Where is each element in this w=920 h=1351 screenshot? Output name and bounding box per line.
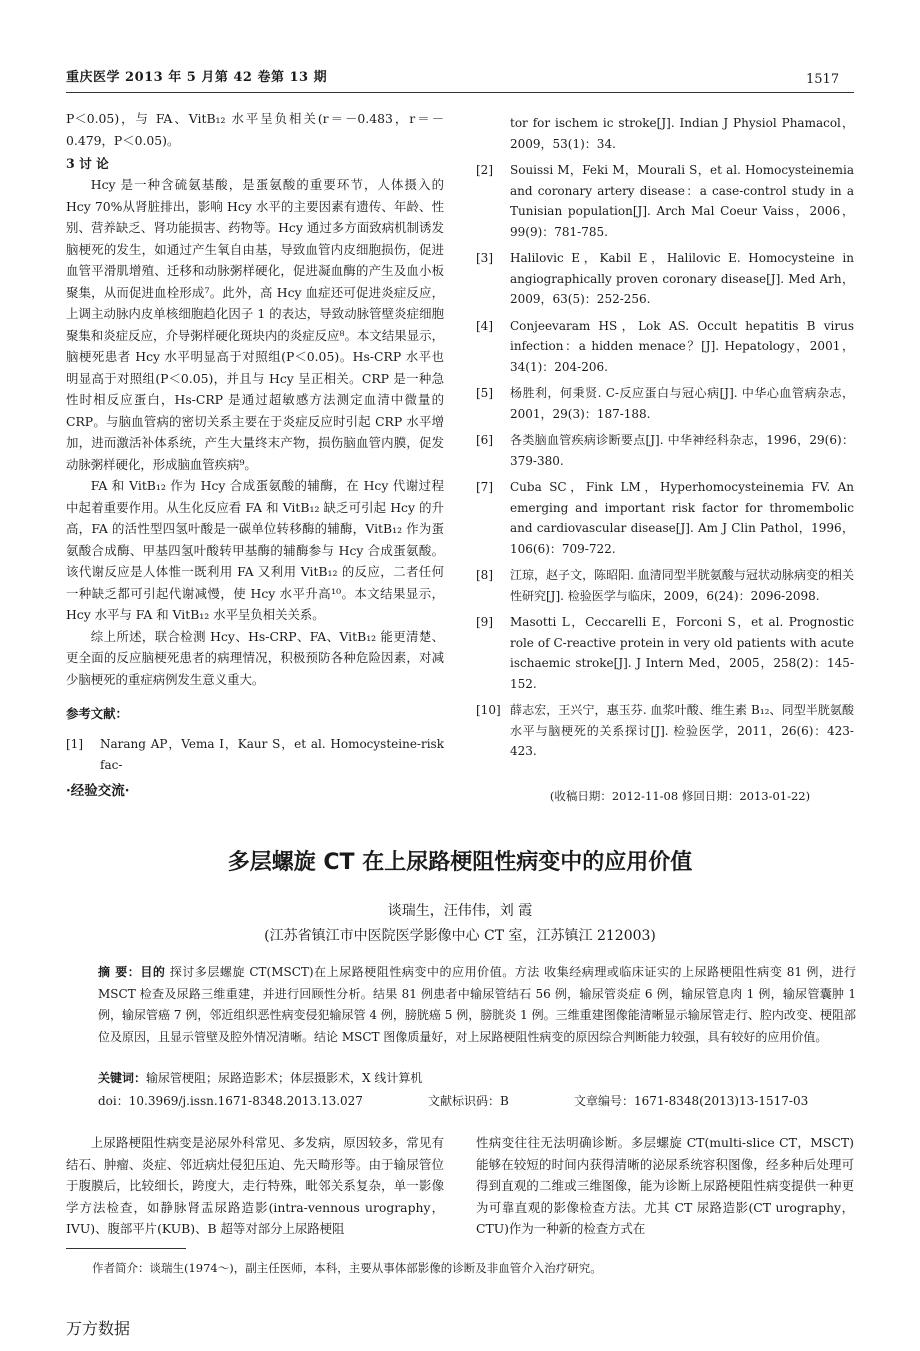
discussion-paragraph: Hcy 是一种含硫氨基酸，是蛋氨酸的重要环节，人体摄入的 Hcy 70%从肾脏排出，影响 Hcy 水平的主要因素有遗传、年龄、性别、营养缺乏、肾功能损害、药物等。Hcy 通过多方面致病机制诱发脑梗死的发生，如通过产生氧自由基，导致血管内皮细胞损伤，促进血管平滑肌增殖、迁移和动脉粥样硬化，促进凝血酶的产生及血小板聚集，从而促进血栓形成⁷。此外，高 Hcy 血症还可促进炎症反应，上调主动脉内皮单核细胞趋化因子 1 的表达，导致动脉管壁炎症细胞聚集和炎症反应，介导粥样硬化斑块内的炎症反应⁸。本文结果显示，脑梗死患者 Hcy 水平明显高于对照组(P＜0.05)。Hs-CRP 水平也明显高于对照组(P＜0.05)，并且与 Hcy 呈正相关。CRP 是一种急性时相反应蛋白，Hs-CRP 是通过超敏感方法测定血清中微量的 CRP。与脑血管病的密切关系主要在于炎症反应时引起 CRP 水平增加，进而激活补体系统，产生大量终末产物，损伤脑血管内膜，促发动脉粥样硬化，形成脑血管疾病⁹。 <box>66 177 444 472</box>
page-number: 1517 <box>806 72 840 87</box>
reference-item: [6] 各类脑血管疾病诊断要点[J]. 中华神经科杂志，1996，29(6)：379-380. <box>476 433 854 468</box>
reference-item: [1] Narang AP，Vema I，Kaur S，et al. Homocysteine-risk fac- <box>66 737 444 772</box>
reference-item: [2] Souissi M，Feki M，Mourali S，et al. Homocysteinemia and coronary artery disease：a case-control study in a Tunisian population[J]. Arch Mal Coeur Vaiss，2006，99(9)：781-785. <box>476 163 854 239</box>
abstract-text: 探讨多层螺旋 CT(MSCT)在上尿路梗阻性病变中的应用价值。方法 收集经病理或临床证实的上尿路梗阻性病变 81 例，进行 MSCT 检查及尿路三维重建，并进行回顾性分析。结果 81 例患者中输尿管结石 56 例，输尿管炎症 6 例，输尿管息肉 1 例，输尿管囊肿 1 例，输尿管癌 7 例，邻近组织恶性病变侵犯输尿管 4 例，膀胱癌 5 例，膀胱炎 1 例。三维重建图像能清晰显示输尿管走行、腔内改变、梗阻部位及原因，且显示管壁及腔外情况清晰。结论 MSCT 图像质量好，对上尿路梗阻性病变的原因综合判断能力较强，具有较好的应用价值。 <box>98 965 856 1044</box>
article-title: 多层螺旋 CT 在上尿路梗阻性病变中的应用价值 <box>227 850 693 875</box>
section-tag: ·经验交流· <box>66 783 130 799</box>
references-title: 参考文献： <box>66 706 128 721</box>
footnote-rule <box>66 1248 186 1249</box>
journal-header: 重庆医学 2013 年 5 月第 42 卷第 13 期 <box>66 70 328 85</box>
reference-item: [9] Masotti L，Ceccarelli E，Forconi S，et al. Prognostic role of C-reactive protein in very old patients with acute ischaemic stroke[J]. J Intern Med，2005，258(2)：145-152. <box>476 615 854 691</box>
left-column <box>66 108 444 799</box>
reference-item: [3] Halilovic E，Kabil E，Halilovic E. Homocysteine in angiographically proven coronary disease[J]. Med Arh，2009，63(5)：252-256. <box>476 251 854 306</box>
section-heading: 3 讨 论 <box>66 156 109 171</box>
reference-item: [7] Cuba SC，Fink LM，Hyperhomocysteinemia FV. An emerging and important risk factor for thromembolic and cardiovascular disease[J]. Am J Clin Pathol，1996，106(6)：709-722. <box>476 480 854 556</box>
reference-item: tor for ischem ic stroke[J]. Indian J Physiol Phamacol，2009，53(1)：34. <box>510 116 854 151</box>
reference-item: [10] 薛志宏，王兴宁，惠玉芬. 血浆叶酸、维生素 B₁₂、同型半胱氨酸水平与脑梗死的关系探讨[J]. 检验医学，2011，26(6)：423-423. <box>476 703 854 758</box>
reference-item: [8] 江琼，赵子文，陈昭阳. 血清同型半胱氨酸与冠状动脉病变的相关性研究[J]. 检验医学与临床，2009，6(24)：2096-2098. <box>476 568 854 603</box>
author-footnote: 作者简介：谈瑞生(1974～)，副主任医师，本科，主要从事体部影像的诊断及非血管介入治疗研究。 <box>92 1261 602 1275</box>
reference-item: [5] 杨胜利，何秉贤. C-反应蛋白与冠心病[J]. 中华心血管病杂志，2001，29(3)：187-188. <box>476 386 854 421</box>
authors: 谈瑞生，汪伟伟，刘 霞 <box>387 903 533 919</box>
reference-list <box>476 160 854 762</box>
reference-item: [4] Conjeevaram HS，Lok AS. Occult hepatitis B virus infection：a hidden menace？[J]. Hepatology，2001，34(1)：204-206. <box>476 318 854 374</box>
doi: doi：10.3969/j.issn.1671-8348.2013.13.027 <box>98 1094 363 1108</box>
document-code: 文献标识码：B <box>428 1094 509 1108</box>
right-column <box>476 113 854 804</box>
abstract <box>98 962 856 1048</box>
doi-line <box>98 1092 856 1109</box>
body-right: 性病变往往无法明确诊断。多层螺旋 CT(multi-slice CT，MSCT)能够在较短的时间内获得清晰的泌尿系统容积图像，经多种后处理可得到直观的二维或三维图像，能为诊断上尿路梗阻性病变提供一种更为可靠直观的影像检查方法。尤其 CT 尿路造影(CT urography，CTU)作为一种新的检查方式在 <box>476 1135 854 1236</box>
results-tail: P＜0.05)，与 FA、VitB₁₂ 水平呈负相关(r＝－0.483，r＝－0.479，P＜0.05)。 <box>66 111 444 148</box>
received-date: (收稿日期：2012-11-08 修回日期：2013-01-22) <box>549 788 811 803</box>
watermark: 万方数据 <box>66 1319 131 1338</box>
abstract-label: 摘 要：目的 <box>98 965 166 979</box>
body-left: 上尿路梗阻性病变是泌尿外科常见、多发病，原因较多，常见有结石、肿瘤、炎症、邻近病灶侵犯压迫、先天畸形等。由于输尿管位于腹膜后，比较细长，跨度大，走行特殊，毗邻关系复杂，单一影像学方法检查，如静脉肾盂尿路造影(intra-vennous urography，IVU)、腹部平片(KUB)、B 超等对部分上尿路梗阻 <box>66 1135 444 1236</box>
conclusion-paragraph: 综上所述，联合检测 Hcy、Hs-CRP、FA、VitB₁₂ 能更清楚、更全面的反应脑梗死患者的病理情况，积极预防各种危险因素，对减少脑梗死的重症病例发生意义重大。 <box>66 628 444 687</box>
header-rule <box>66 92 854 93</box>
affiliation: (江苏省镇江市中医院医学影像中心 CT 室，江苏镇江 212003) <box>264 928 656 944</box>
article-number: 文章编号：1671-8348(2013)13-1517-03 <box>574 1094 809 1108</box>
discussion-paragraph: FA 和 VitB₁₂ 作为 Hcy 合成蛋氨酸的辅酶，在 Hcy 代谢过程中起着重要作用。从生化反应看 FA 和 VitB₁₂ 缺乏可引起 Hcy 的升高，FA 的活性型四氢叶酸是一碳单位转移酶的辅酶，VitB₁₂ 作为蛋氨酸合成酶、甲基四氢叶酸转甲基酶的辅酶参与 Hcy 合成蛋氨酸。该代谢反应是人体惟一既利用 FA 又利用 VitB₁₂ 的反应，二者任何一种缺乏都可引起代谢减慢，使 Hcy 水平升高¹⁰。本文结果显示，Hcy 水平与 FA 和 VitB₁₂ 水平呈负相关关系。 <box>66 478 444 622</box>
keywords: 关键词：输尿管梗阻；尿路造影术；体层摄影术，X 线计算机 <box>98 1071 423 1085</box>
